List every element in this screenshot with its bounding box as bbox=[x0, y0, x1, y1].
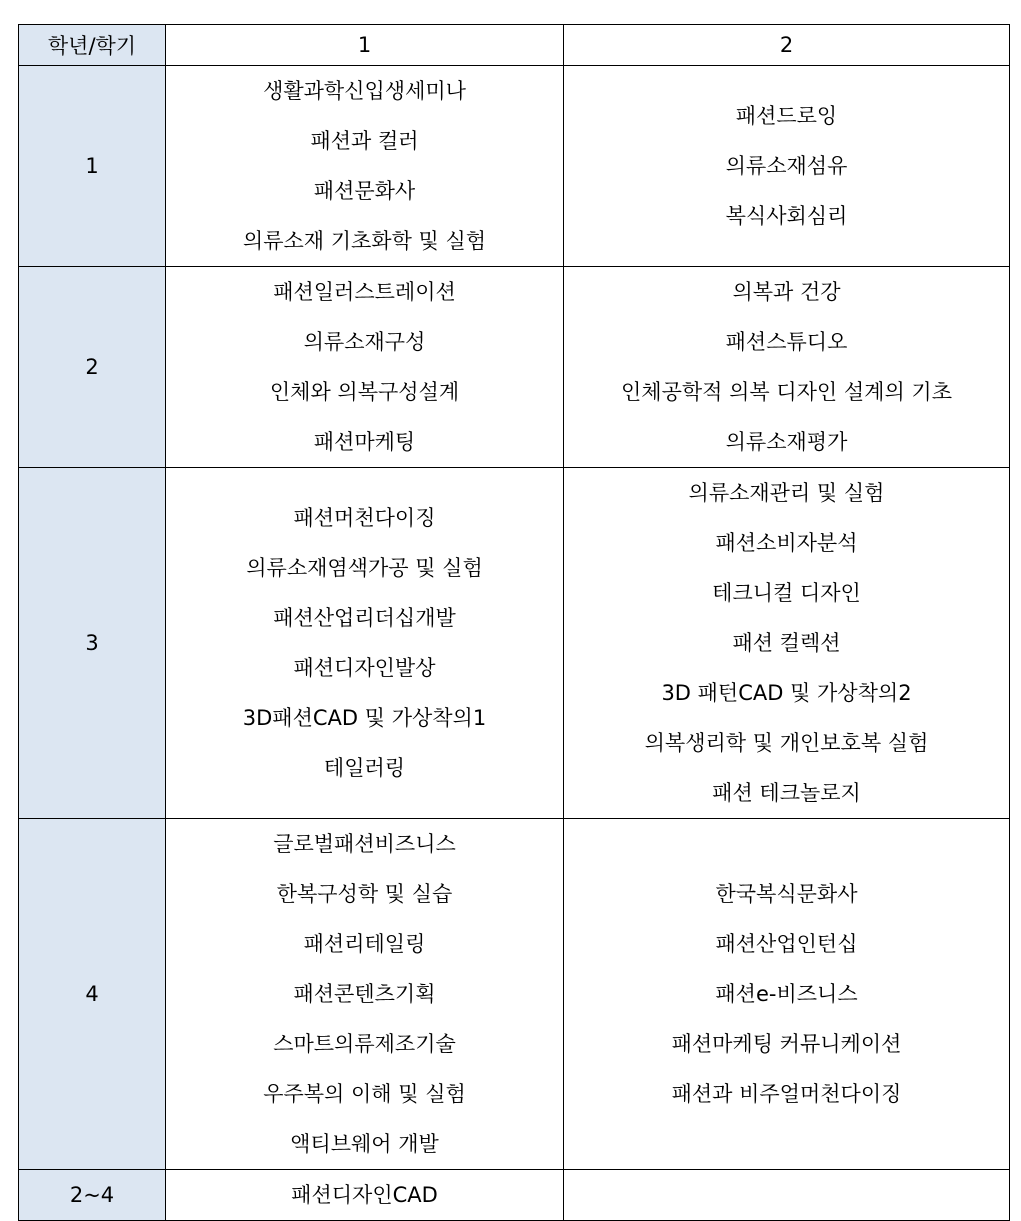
semester-1-courses bbox=[166, 1170, 564, 1221]
course-item: 패션마케팅 bbox=[313, 430, 416, 454]
grade-row bbox=[19, 468, 1010, 819]
course-item: 의복생리학 및 개인보호복 실험 bbox=[644, 731, 929, 755]
semester-1-courses bbox=[166, 819, 564, 1170]
semester-2-courses bbox=[564, 468, 1010, 819]
course-item: 의류소재염색가공 및 실험 bbox=[246, 556, 483, 580]
course-item: 패션산업리더십개발 bbox=[273, 606, 456, 630]
course-item: 복식사회심리 bbox=[725, 204, 848, 228]
course-item: 의류소재구성 bbox=[303, 330, 426, 354]
course-item: 패션콘텐츠기획 bbox=[293, 982, 436, 1006]
course-item: 테크니컬 디자인 bbox=[712, 581, 861, 605]
grade-label: 2 bbox=[19, 267, 166, 468]
grade-row bbox=[19, 1170, 1010, 1221]
course-item: 3D패션CAD 및 가상착의1 bbox=[242, 706, 487, 730]
semester-2-courses bbox=[564, 1170, 1010, 1221]
grade-label: 3 bbox=[19, 468, 166, 819]
header-semester-2: 2 bbox=[564, 25, 1010, 66]
header-semester-1: 1 bbox=[166, 25, 564, 66]
semester-1-courses bbox=[166, 66, 564, 267]
course-item: 한국복식문화사 bbox=[715, 882, 858, 906]
course-item: 의류소재섬유 bbox=[725, 154, 848, 178]
course-item: 패션e-비즈니스 bbox=[715, 982, 858, 1006]
course-item: 패션디자인CAD bbox=[291, 1183, 438, 1207]
course-item: 패션디자인발상 bbox=[293, 656, 436, 680]
semester-1-courses bbox=[166, 468, 564, 819]
course-item: 패션드로잉 bbox=[735, 104, 838, 128]
course-item: 액티브웨어 개발 bbox=[290, 1132, 439, 1156]
course-item: 인체와 의복구성설계 bbox=[269, 380, 460, 404]
grade-row bbox=[19, 267, 1010, 468]
course-item: 우주복의 이해 및 실험 bbox=[263, 1082, 466, 1106]
course-item: 테일러링 bbox=[323, 756, 406, 780]
course-item: 인체공학적 의복 디자인 설계의 기초 bbox=[621, 380, 952, 404]
semester-2-courses bbox=[564, 267, 1010, 468]
grade-label: 4 bbox=[19, 819, 166, 1170]
course-item: 스마트의류제조기술 bbox=[273, 1032, 456, 1056]
semester-2-courses bbox=[564, 66, 1010, 267]
course-item: 패션스튜디오 bbox=[725, 330, 848, 354]
header-row bbox=[19, 25, 1010, 66]
course-item: 패션소비자분석 bbox=[715, 531, 858, 555]
semester-2-courses bbox=[564, 819, 1010, 1170]
grade-label: 1 bbox=[19, 66, 166, 267]
course-item: 글로벌패션비즈니스 bbox=[273, 832, 456, 856]
course-item: 3D 패턴CAD 및 가상착의2 bbox=[661, 681, 912, 705]
course-item: 의류소재관리 및 실험 bbox=[688, 481, 885, 505]
course-item: 패션과 컬러 bbox=[310, 129, 419, 153]
course-item: 생활과학신입생세미나 bbox=[263, 79, 466, 103]
course-item: 패션마케팅 커뮤니케이션 bbox=[671, 1032, 902, 1056]
course-item: 의복과 건강 bbox=[732, 280, 841, 304]
course-item: 패션과 비주얼머천다이징 bbox=[671, 1082, 902, 1106]
course-item: 패션 컬렉션 bbox=[732, 631, 841, 655]
grade-row bbox=[19, 819, 1010, 1170]
grade-row bbox=[19, 66, 1010, 267]
grade-label: 2~4 bbox=[19, 1170, 166, 1221]
course-item: 패션 테크놀로지 bbox=[712, 781, 861, 805]
curriculum-table bbox=[18, 24, 1010, 1221]
course-item: 패션머천다이징 bbox=[293, 506, 436, 530]
semester-1-courses bbox=[166, 267, 564, 468]
course-item: 의류소재평가 bbox=[725, 430, 848, 454]
course-item: 패션일러스트레이션 bbox=[273, 280, 456, 304]
course-item: 패션산업인턴십 bbox=[715, 932, 858, 956]
course-item: 의류소재 기초화학 및 실험 bbox=[242, 229, 487, 253]
course-item: 패션문화사 bbox=[313, 179, 416, 203]
course-item: 패션리테일링 bbox=[303, 932, 426, 956]
course-item: 한복구성학 및 실습 bbox=[276, 882, 453, 906]
header-grade-semester: 학년/학기 bbox=[19, 25, 166, 66]
